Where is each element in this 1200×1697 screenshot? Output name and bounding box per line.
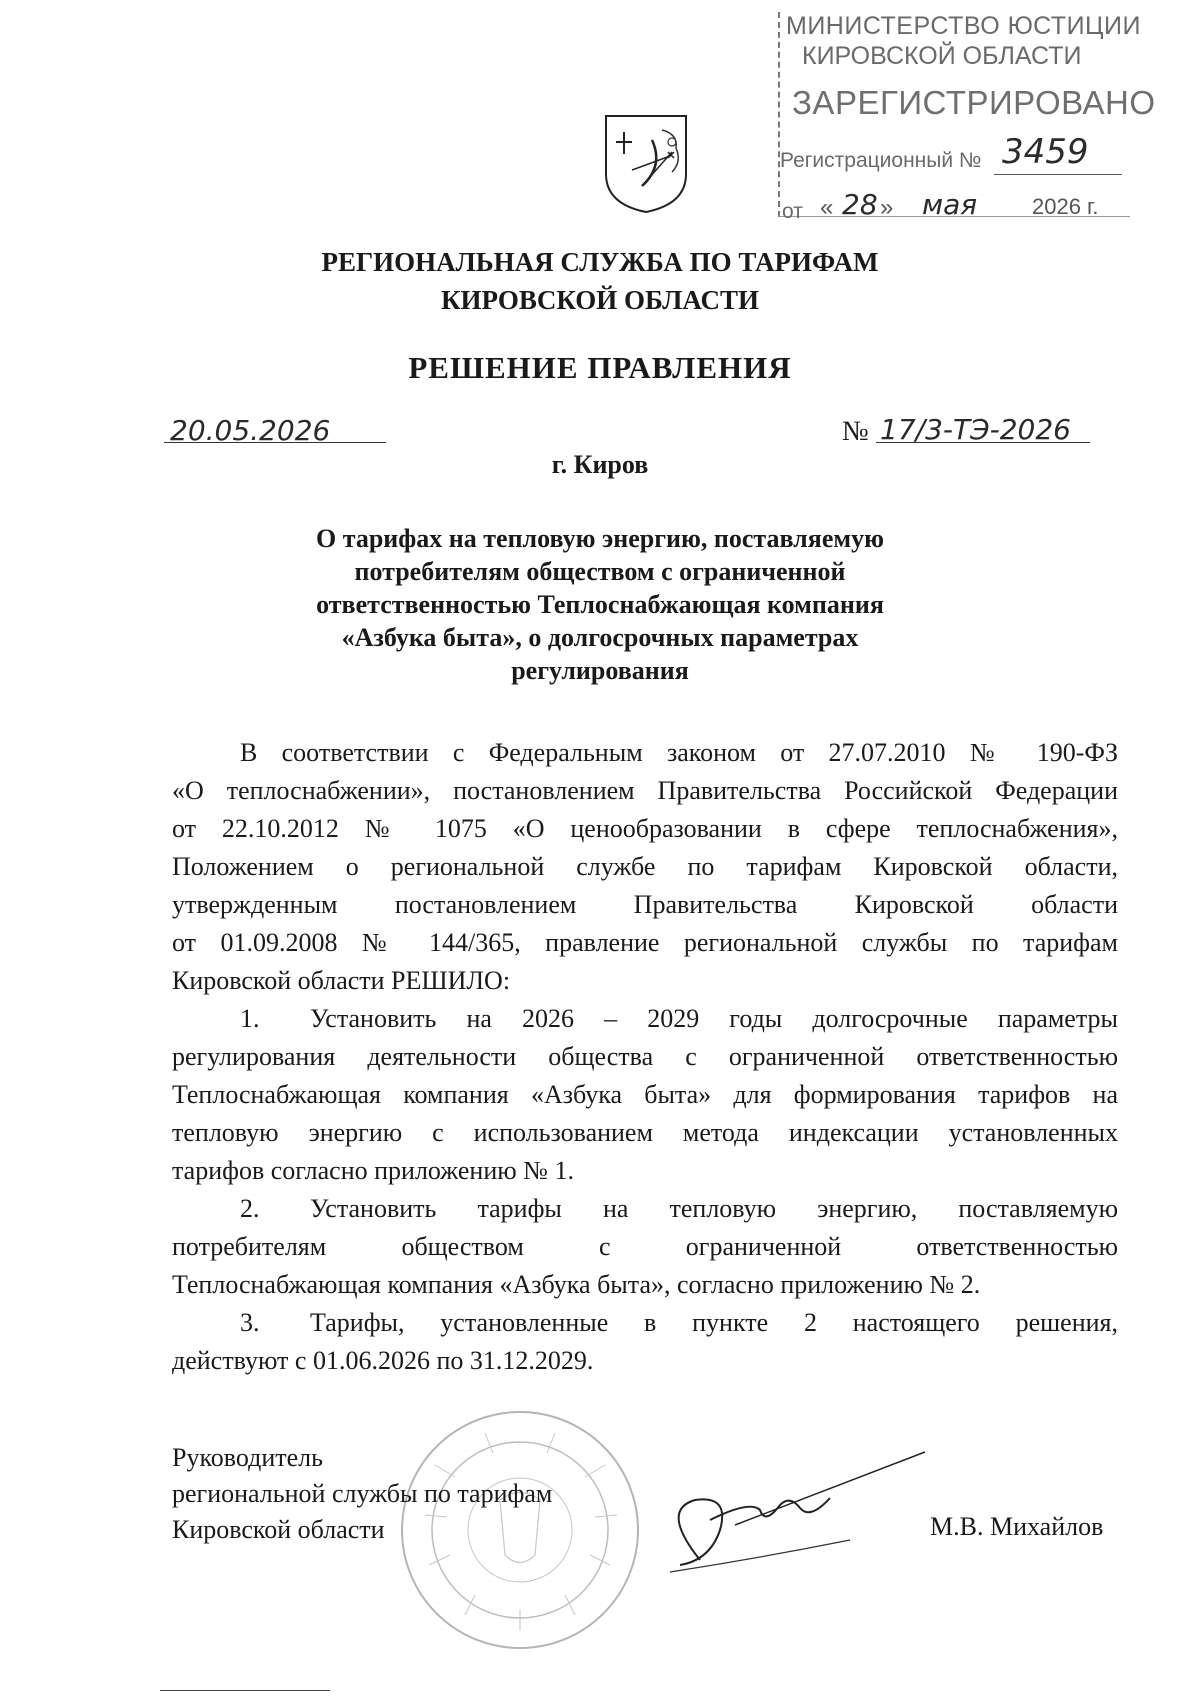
number-underline xyxy=(876,442,1090,443)
stamp-date-open-quote: « xyxy=(820,194,834,221)
preamble-line: Положением о региональной службе по тарифам Кировской области, xyxy=(172,852,1118,881)
stamp-region: КИРОВСКОЙ ОБЛАСТИ xyxy=(802,42,1082,70)
document-number: 17/3-ТЭ-2026 xyxy=(880,413,1071,446)
item-number: 1. xyxy=(240,1004,260,1033)
subject-line: регулирования xyxy=(511,656,689,685)
stamp-date-prefix: от xyxy=(782,200,803,223)
subject-line: ответственностью Теплоснабжающая компания xyxy=(316,590,884,619)
item-2-line: Теплоснабжающая компания «Азбука быта», согласно приложению № 2. xyxy=(172,1270,981,1299)
date-underline xyxy=(164,442,386,443)
signatory-position-line: Руководитель xyxy=(172,1443,323,1472)
stamp-date-close-quote: » xyxy=(880,194,894,221)
preamble-line: В соответствии с Федеральным законом от 27.07.2010 № 190-ФЗ xyxy=(240,738,1118,767)
stamp-reg-underline xyxy=(994,174,1122,175)
stamp-ministry: МИНИСТЕРСТВО ЮСТИЦИИ xyxy=(786,12,1141,40)
item-2-line: 2. Установить тарифы на тепловую энергию, поставляемую xyxy=(172,1190,1118,1228)
subject-line: «Азбука быта», о долгосрочных параметрах xyxy=(341,623,859,652)
signatory-name: М.В. Михайлов xyxy=(930,1512,1104,1541)
preamble-line: утвержденным постановлением Правительства Кировской области xyxy=(172,890,1118,919)
preamble-line: от 22.10.2012 № 1075 «О ценообразовании в сфере теплоснабжения», xyxy=(172,814,1118,843)
preamble-line: «О теплоснабжении», постановлением Правительства Российской Федерации xyxy=(172,776,1118,805)
number-sign: № xyxy=(842,416,869,447)
item-1-line: 1. Установить на 2026 – 2029 годы долгосрочные параметры xyxy=(172,1000,1118,1038)
item-2-line: потребителям обществом с ограниченной ответственностью xyxy=(172,1232,1118,1261)
handwritten-signature-icon xyxy=(640,1440,930,1580)
subject-line: О тарифах на тепловую энергию, поставляемую xyxy=(316,524,884,553)
item-3-line: 3. Тарифы, установленные в пункте 2 настоящего решения, xyxy=(172,1304,1118,1342)
item-1-line: регулирования деятельности общества с ограниченной ответственностью xyxy=(172,1042,1118,1071)
item-number: 3. xyxy=(240,1308,260,1337)
stamp-status: ЗАРЕГИСТРИРОВАНО xyxy=(792,84,1156,121)
document-date: 20.05.2026 xyxy=(170,414,331,447)
item-1-line: тепловую энергию с использованием метода индексации установленных xyxy=(172,1118,1118,1147)
subject-line: потребителям обществом с ограниченной xyxy=(354,557,846,586)
item-number: 2. xyxy=(240,1194,260,1223)
document-type: РЕШЕНИЕ ПРАВЛЕНИЯ xyxy=(408,350,792,385)
document-subject xyxy=(0,522,1200,687)
registration-stamp xyxy=(772,4,1156,223)
stamp-reg-label: Регистрационный № xyxy=(780,149,982,172)
footer-rule xyxy=(160,1690,330,1691)
stamp-date-month: мая xyxy=(922,188,978,221)
org-name-line1: РЕГИОНАЛЬНАЯ СЛУЖБА ПО ТАРИФАМ xyxy=(321,247,879,277)
org-name-line2: КИРОВСКОЙ ОБЛАСТИ xyxy=(440,285,760,315)
signatory-position xyxy=(172,1440,552,1548)
item-3-line: действуют с 01.06.2026 по 31.12.2029. xyxy=(172,1346,594,1375)
signatory-position-line: Кировской области xyxy=(172,1515,385,1544)
stamp-date-year: 2026 г. xyxy=(1032,194,1099,219)
coat-of-arms-icon xyxy=(602,112,690,216)
item-1-line: Теплоснабжающая компания «Азбука быта» для формирования тарифов на xyxy=(172,1080,1118,1109)
stamp-date-day: 28 xyxy=(842,188,878,221)
city: г. Киров xyxy=(551,450,649,479)
preamble-line: от 01.09.2008 № 144/365, правление региональной службы по тарифам xyxy=(172,928,1118,957)
preamble-line: Кировской области РЕШИЛО: xyxy=(172,966,511,995)
item-1-line: тарифов согласно приложению № 1. xyxy=(172,1156,574,1185)
signatory-position-line: региональной службы по тарифам xyxy=(172,1479,553,1508)
document-body xyxy=(172,734,1118,1380)
stamp-reg-number: 3459 xyxy=(1002,132,1089,172)
